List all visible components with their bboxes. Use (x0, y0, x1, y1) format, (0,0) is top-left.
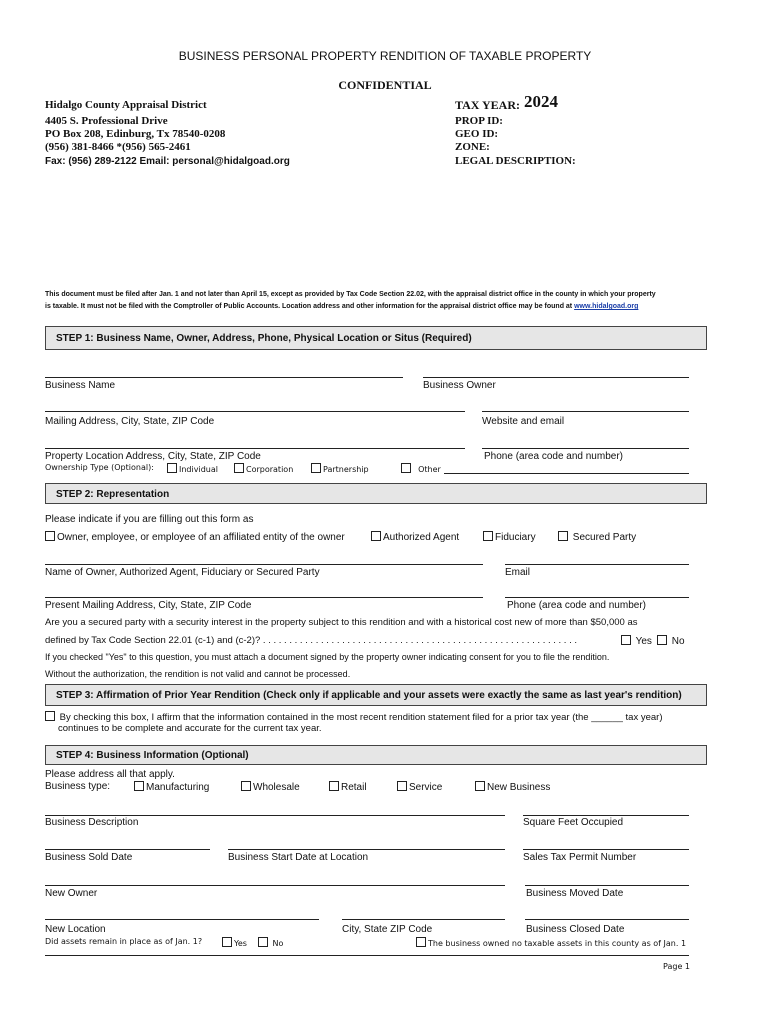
secured-no-option[interactable]: No (657, 635, 685, 647)
address-all-text: Please address all that apply. (45, 769, 175, 780)
zone-label: ZONE: (455, 141, 490, 153)
type-retail[interactable]: Retail (329, 781, 367, 793)
present-mailing-label: Present Mailing Address, City, State, ZIP Code (45, 600, 252, 611)
website-email-label: Website and email (482, 416, 565, 427)
ownership-type-label: Ownership Type (Optional): (45, 463, 154, 472)
new-location-label: New Location (45, 924, 106, 935)
prop-id-label: PROP ID: (455, 115, 503, 127)
authorization-note-1: If you checked "Yes" to this question, you must attach a document signed by the property owner indicating consent for you to file the rendition. (45, 652, 610, 662)
corporation-checkbox[interactable] (234, 463, 244, 473)
step4-header: STEP 4: Business Information (Optional) (45, 745, 707, 765)
business-description-label: Business Description (45, 817, 139, 828)
new-owner-line[interactable] (45, 885, 505, 886)
district-fax-email: Fax: (956) 289-2122 Email: personal@hidalgoad.org (45, 156, 290, 167)
retail-checkbox[interactable] (329, 781, 339, 791)
affirmation-line-2: continues to be complete and accurate for the current tax year. (58, 723, 322, 734)
affirmation-line-1[interactable]: By checking this box, I affirm that the information contained in the most recent rendition statement filed for a prior tax year (the ______ tax year) (45, 711, 663, 723)
legal-description-label: LEGAL DESCRIPTION: (455, 155, 576, 167)
ownership-option-corporation[interactable]: Corporation (234, 463, 293, 474)
assets-yes-checkbox[interactable] (222, 937, 232, 947)
footer-divider (45, 955, 689, 956)
page-number: Page 1 (663, 962, 690, 971)
property-location-label: Property Location Address, City, State, ZIP Code (45, 451, 261, 462)
city-state-zip-label: City, State ZIP Code (342, 924, 433, 935)
business-description-line[interactable] (45, 815, 505, 816)
city-state-zip-line[interactable] (342, 919, 505, 920)
no-taxable-assets-checkbox[interactable] (416, 937, 426, 947)
individual-checkbox[interactable] (167, 463, 177, 473)
secured-yes-checkbox[interactable] (621, 635, 631, 645)
tax-year-label: TAX YEAR: (455, 98, 520, 112)
ownership-other-line[interactable] (444, 473, 689, 474)
website-email-line[interactable] (482, 411, 689, 412)
assets-remain-question: Did assets remain in place as of Jan. 1? (45, 937, 203, 946)
authorization-note-2: Without the authorization, the rendition is not valid and cannot be processed. (45, 669, 351, 679)
secured-no-checkbox[interactable] (657, 635, 667, 645)
sold-date-label: Business Sold Date (45, 852, 133, 863)
rep-option-owner[interactable]: Owner, employee, or employee of an affiliated entity of the owner (45, 531, 345, 543)
business-owner-label: Business Owner (423, 380, 496, 391)
district-website-link[interactable]: www.hidalgoad.org (574, 303, 639, 310)
owner-checkbox[interactable] (45, 531, 55, 541)
square-feet-label: Square Feet Occupied (523, 817, 624, 828)
ownership-option-individual[interactable]: Individual (167, 463, 218, 474)
step2-indicate-text: Please indicate if you are filling out this form as (45, 514, 254, 525)
start-date-line[interactable] (228, 849, 505, 850)
affirmation-checkbox[interactable] (45, 711, 55, 721)
wholesale-checkbox[interactable] (241, 781, 251, 791)
representative-phone-line[interactable] (505, 597, 689, 598)
secured-yes-option[interactable]: Yes (621, 635, 652, 647)
representative-name-label: Name of Owner, Authorized Agent, Fiduciary or Secured Party (45, 567, 320, 578)
step3-header: STEP 3: Affirmation of Prior Year Rendition (Check only if applicable and your assets were exactly the same as last year's rendition) (45, 684, 707, 706)
start-date-label: Business Start Date at Location (228, 852, 369, 863)
secured-party-question-1: Are you a secured party with a security interest in the property subject to this rendition and with a historical cost new of more than $50,000 as (45, 617, 638, 628)
sales-tax-label: Sales Tax Permit Number (523, 852, 637, 863)
partnership-checkbox[interactable] (311, 463, 321, 473)
new-business-checkbox[interactable] (475, 781, 485, 791)
sales-tax-line[interactable] (523, 849, 689, 850)
district-name: Hidalgo County Appraisal District (45, 99, 207, 111)
business-type-label: Business type: (45, 781, 111, 792)
district-phone: (956) 381-8466 *(956) 565-2461 (45, 141, 191, 153)
step1-header: STEP 1: Business Name, Owner, Address, Phone, Physical Location or Situs (Required) (45, 326, 707, 350)
manufacturing-checkbox[interactable] (134, 781, 144, 791)
document-title: BUSINESS PERSONAL PROPERTY RENDITION OF TAXABLE PROPERTY (178, 49, 592, 63)
business-owner-line[interactable] (423, 377, 689, 378)
closed-date-line[interactable] (525, 919, 689, 920)
other-checkbox[interactable] (401, 463, 411, 473)
assets-yes-option[interactable]: Yes (222, 937, 247, 948)
new-owner-label: New Owner (45, 888, 98, 899)
moved-date-line[interactable] (525, 885, 689, 886)
type-service[interactable]: Service (397, 781, 442, 793)
geo-id-label: GEO ID: (455, 128, 499, 140)
district-address: 4405 S. Professional Drive (45, 115, 168, 127)
representative-name-line[interactable] (45, 564, 483, 565)
fiduciary-checkbox[interactable] (483, 531, 493, 541)
secured-party-checkbox[interactable] (558, 531, 568, 541)
notice-line-1: This document must be filed after Jan. 1 and not later than April 15, except as provided by Tax Code Section 22.02, with the appraisal district office in the county in which your property (45, 291, 656, 298)
rep-option-secured-party[interactable]: Secured Party (558, 531, 636, 543)
business-name-line[interactable] (45, 377, 403, 378)
agent-checkbox[interactable] (371, 531, 381, 541)
mailing-address-label: Mailing Address, City, State, ZIP Code (45, 416, 215, 427)
representative-phone-label: Phone (area code and number) (507, 600, 646, 611)
rep-option-fiduciary[interactable]: Fiduciary (483, 531, 536, 543)
square-feet-line[interactable] (523, 815, 689, 816)
property-location-line[interactable] (45, 448, 465, 449)
assets-no-checkbox[interactable] (258, 937, 268, 947)
step2-header: STEP 2: Representation (45, 483, 707, 504)
no-taxable-assets-option[interactable]: The business owned no taxable assets in this county as of Jan. 1 (416, 937, 686, 948)
tax-year-value: 2024 (524, 92, 558, 111)
type-wholesale[interactable]: Wholesale (241, 781, 300, 793)
ownership-option-other[interactable]: Other (401, 463, 441, 474)
moved-date-label: Business Moved Date (526, 888, 624, 899)
business-name-label: Business Name (45, 380, 116, 391)
present-mailing-line[interactable] (45, 597, 483, 598)
service-checkbox[interactable] (397, 781, 407, 791)
confidential-label: CONFIDENTIAL (338, 78, 432, 92)
secured-party-question-2: defined by Tax Code Section 22.01 (c-1) and (c-2)? . . . . . . . . . . . . . . . . . . . . . . . . . . . . . . . . . . . . . . . . . . . . . . . . . . . . . . . . . . . . (45, 635, 578, 646)
notice-line-2: is taxable. It must not be filed with the Comptroller of Public Accounts. Location address and other information for the appraisal district office may be found at www.hidalgoad.org (45, 303, 639, 310)
closed-date-label: Business Closed Date (526, 924, 625, 935)
assets-no-option[interactable]: No (258, 937, 283, 948)
representative-email-label: Email (505, 567, 531, 578)
district-po-box: PO Box 208, Edinburg, Tx 78540-0208 (45, 128, 226, 140)
type-new-business[interactable]: New Business (475, 781, 550, 793)
phone-label: Phone (area code and number) (484, 451, 623, 462)
sold-date-line[interactable] (45, 849, 210, 850)
representative-email-line[interactable] (505, 564, 689, 565)
new-location-line[interactable] (45, 919, 319, 920)
type-manufacturing[interactable]: Manufacturing (134, 781, 209, 793)
rep-option-agent[interactable]: Authorized Agent (371, 531, 459, 543)
phone-line[interactable] (482, 448, 689, 449)
mailing-address-line[interactable] (45, 411, 465, 412)
ownership-option-partnership[interactable]: Partnership (311, 463, 369, 474)
